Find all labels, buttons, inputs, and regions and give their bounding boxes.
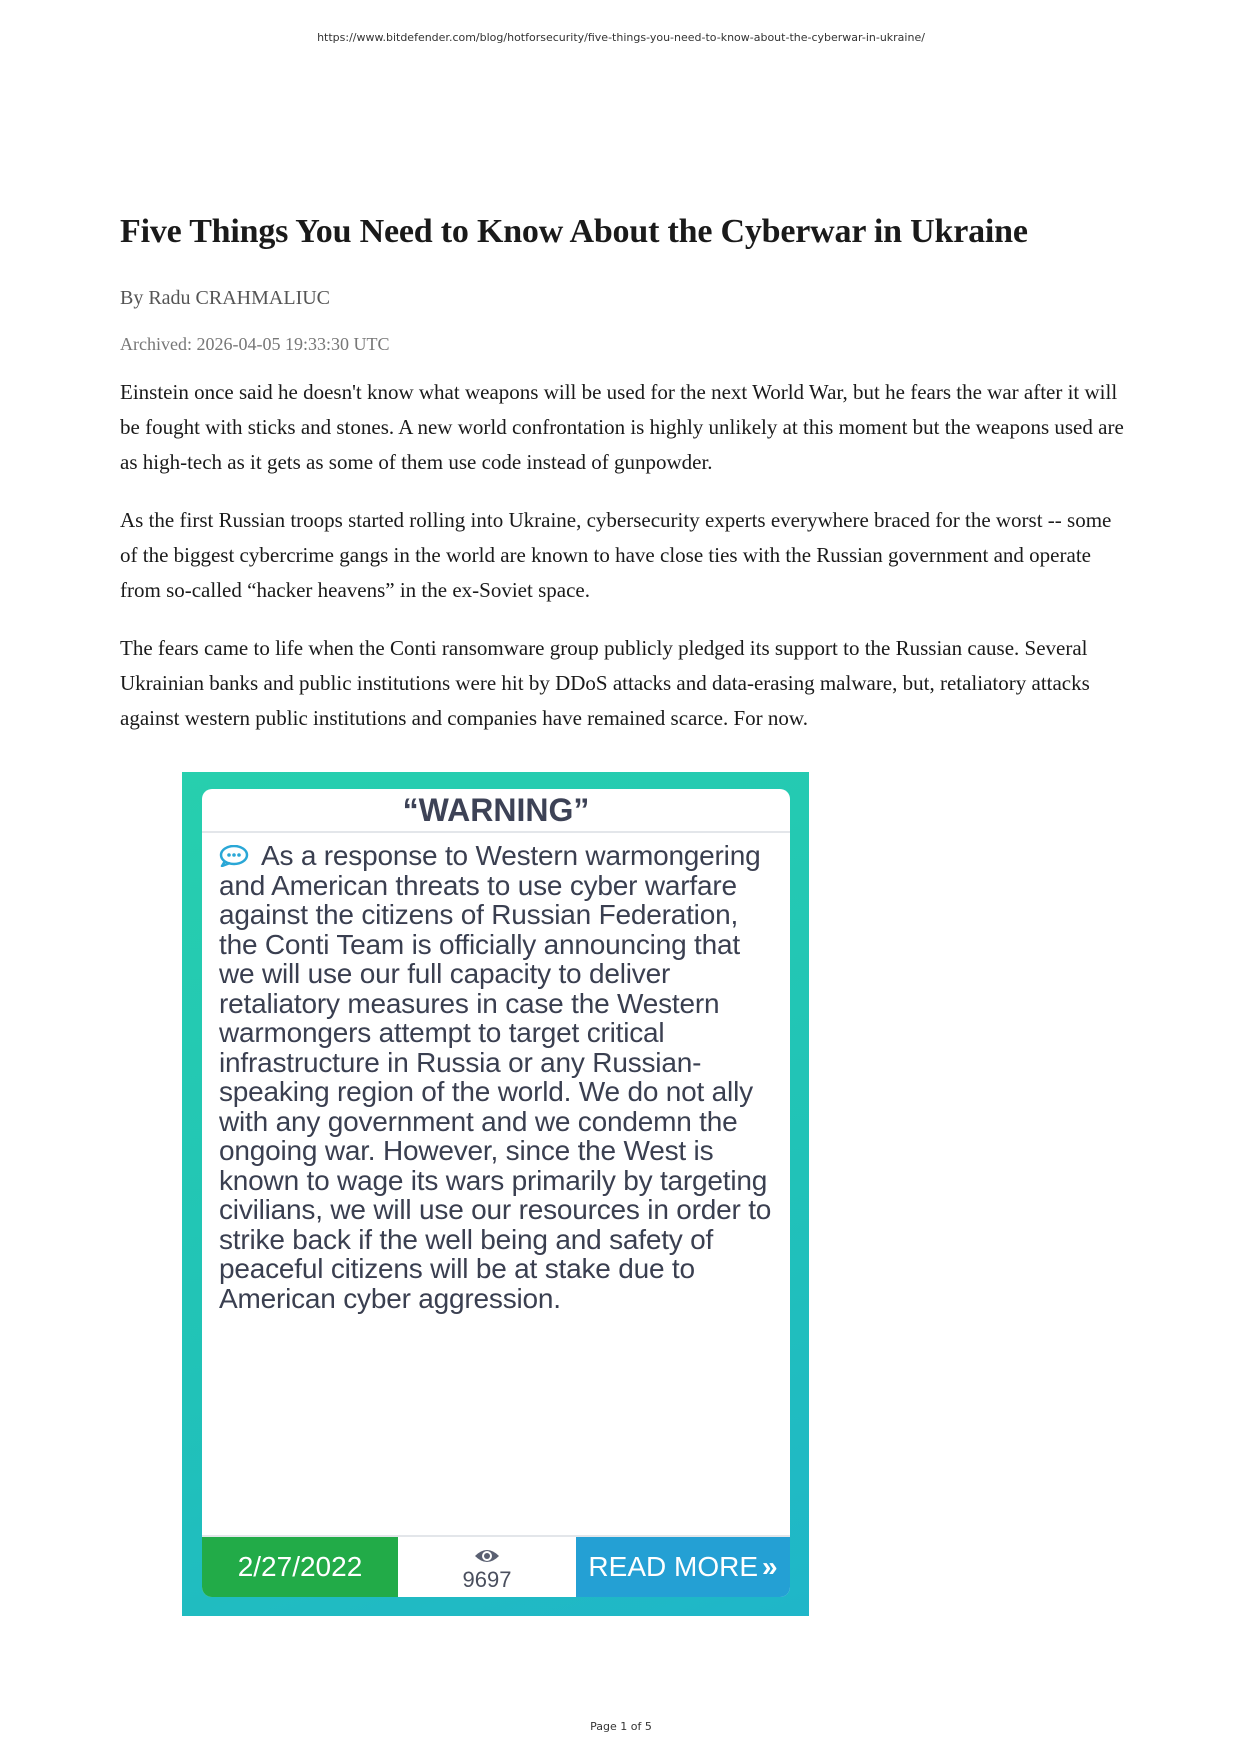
conti-warning-image <box>182 772 809 1616</box>
article-title: Five Things You Need to Know About the Cyberwar in Ukraine <box>120 213 1028 250</box>
archived-timestamp: Archived: 2026-04-05 19:33:30 UTC <box>120 333 390 354</box>
warning-title: “WARNING” <box>202 789 790 833</box>
views-count: 9697 <box>462 1567 512 1592</box>
double-chevron-icon: » <box>762 1551 778 1582</box>
post-date: 2/27/2022 <box>202 1537 398 1597</box>
page-number: Page 1 of 5 <box>590 1720 652 1733</box>
warning-footer <box>202 1535 790 1597</box>
eye-icon <box>473 1547 501 1565</box>
article-byline: By Radu CRAHMALIUC <box>120 286 331 309</box>
chat-bubble-icon <box>219 845 249 867</box>
page-url: https://www.bitdefender.com/blog/hotforsecurity/five-things-you-need-to-know-about-the-cyberwar-in-ukraine/ <box>317 31 925 44</box>
read-more-label: READ MORE <box>588 1551 758 1582</box>
paragraph-2: As the first Russian troops started rolling into Ukraine, cybersecurity experts everywhere braced for the worst -- some of the biggest cybercrime gangs in the world are known to have close ties with the Russian government and operate from so-called “hacker heavens” in the ex-Soviet space. <box>120 507 1112 602</box>
article <box>120 212 1130 736</box>
paragraph-1: Einstein once said he doesn't know what weapons will be used for the next World War, but he fears the war after it will be fought with sticks and stones. A new world confrontation is highly unlikely at this moment but the weapons used are as high-tech as it gets as some of them use code instead of gunpowder. <box>120 379 1124 474</box>
warning-card <box>202 789 790 1597</box>
paragraph-3: The fears came to life when the Conti ransomware group publicly pledged its support to the Russian cause. Several Ukrainian banks and public institutions were hit by DDoS attacks and data-erasing malware, but, retaliatory attacks against western public institutions and companies have remained scarce. For now. <box>120 635 1090 730</box>
warning-text: As a response to Western warmongering and American threats to use cyber warfare against the citizens of Russian Federation, the Conti Team is officially announcing that we will use our full capacity to deliver retaliatory measures in case the Western warmongers attempt to target critical infrastructure in Russia or any Russian-speaking region of the world. We do not ally with any government and we condemn the ongoing war. However, since the West is known to wage its wars primarily by targeting civilians, we will use our resources in order to strike back if the well being and safety of peaceful citizens will be at stake due to American cyber aggression. <box>219 840 772 1314</box>
view-counter <box>398 1537 576 1597</box>
warning-body <box>219 841 779 1313</box>
read-more-button[interactable] <box>576 1537 790 1597</box>
